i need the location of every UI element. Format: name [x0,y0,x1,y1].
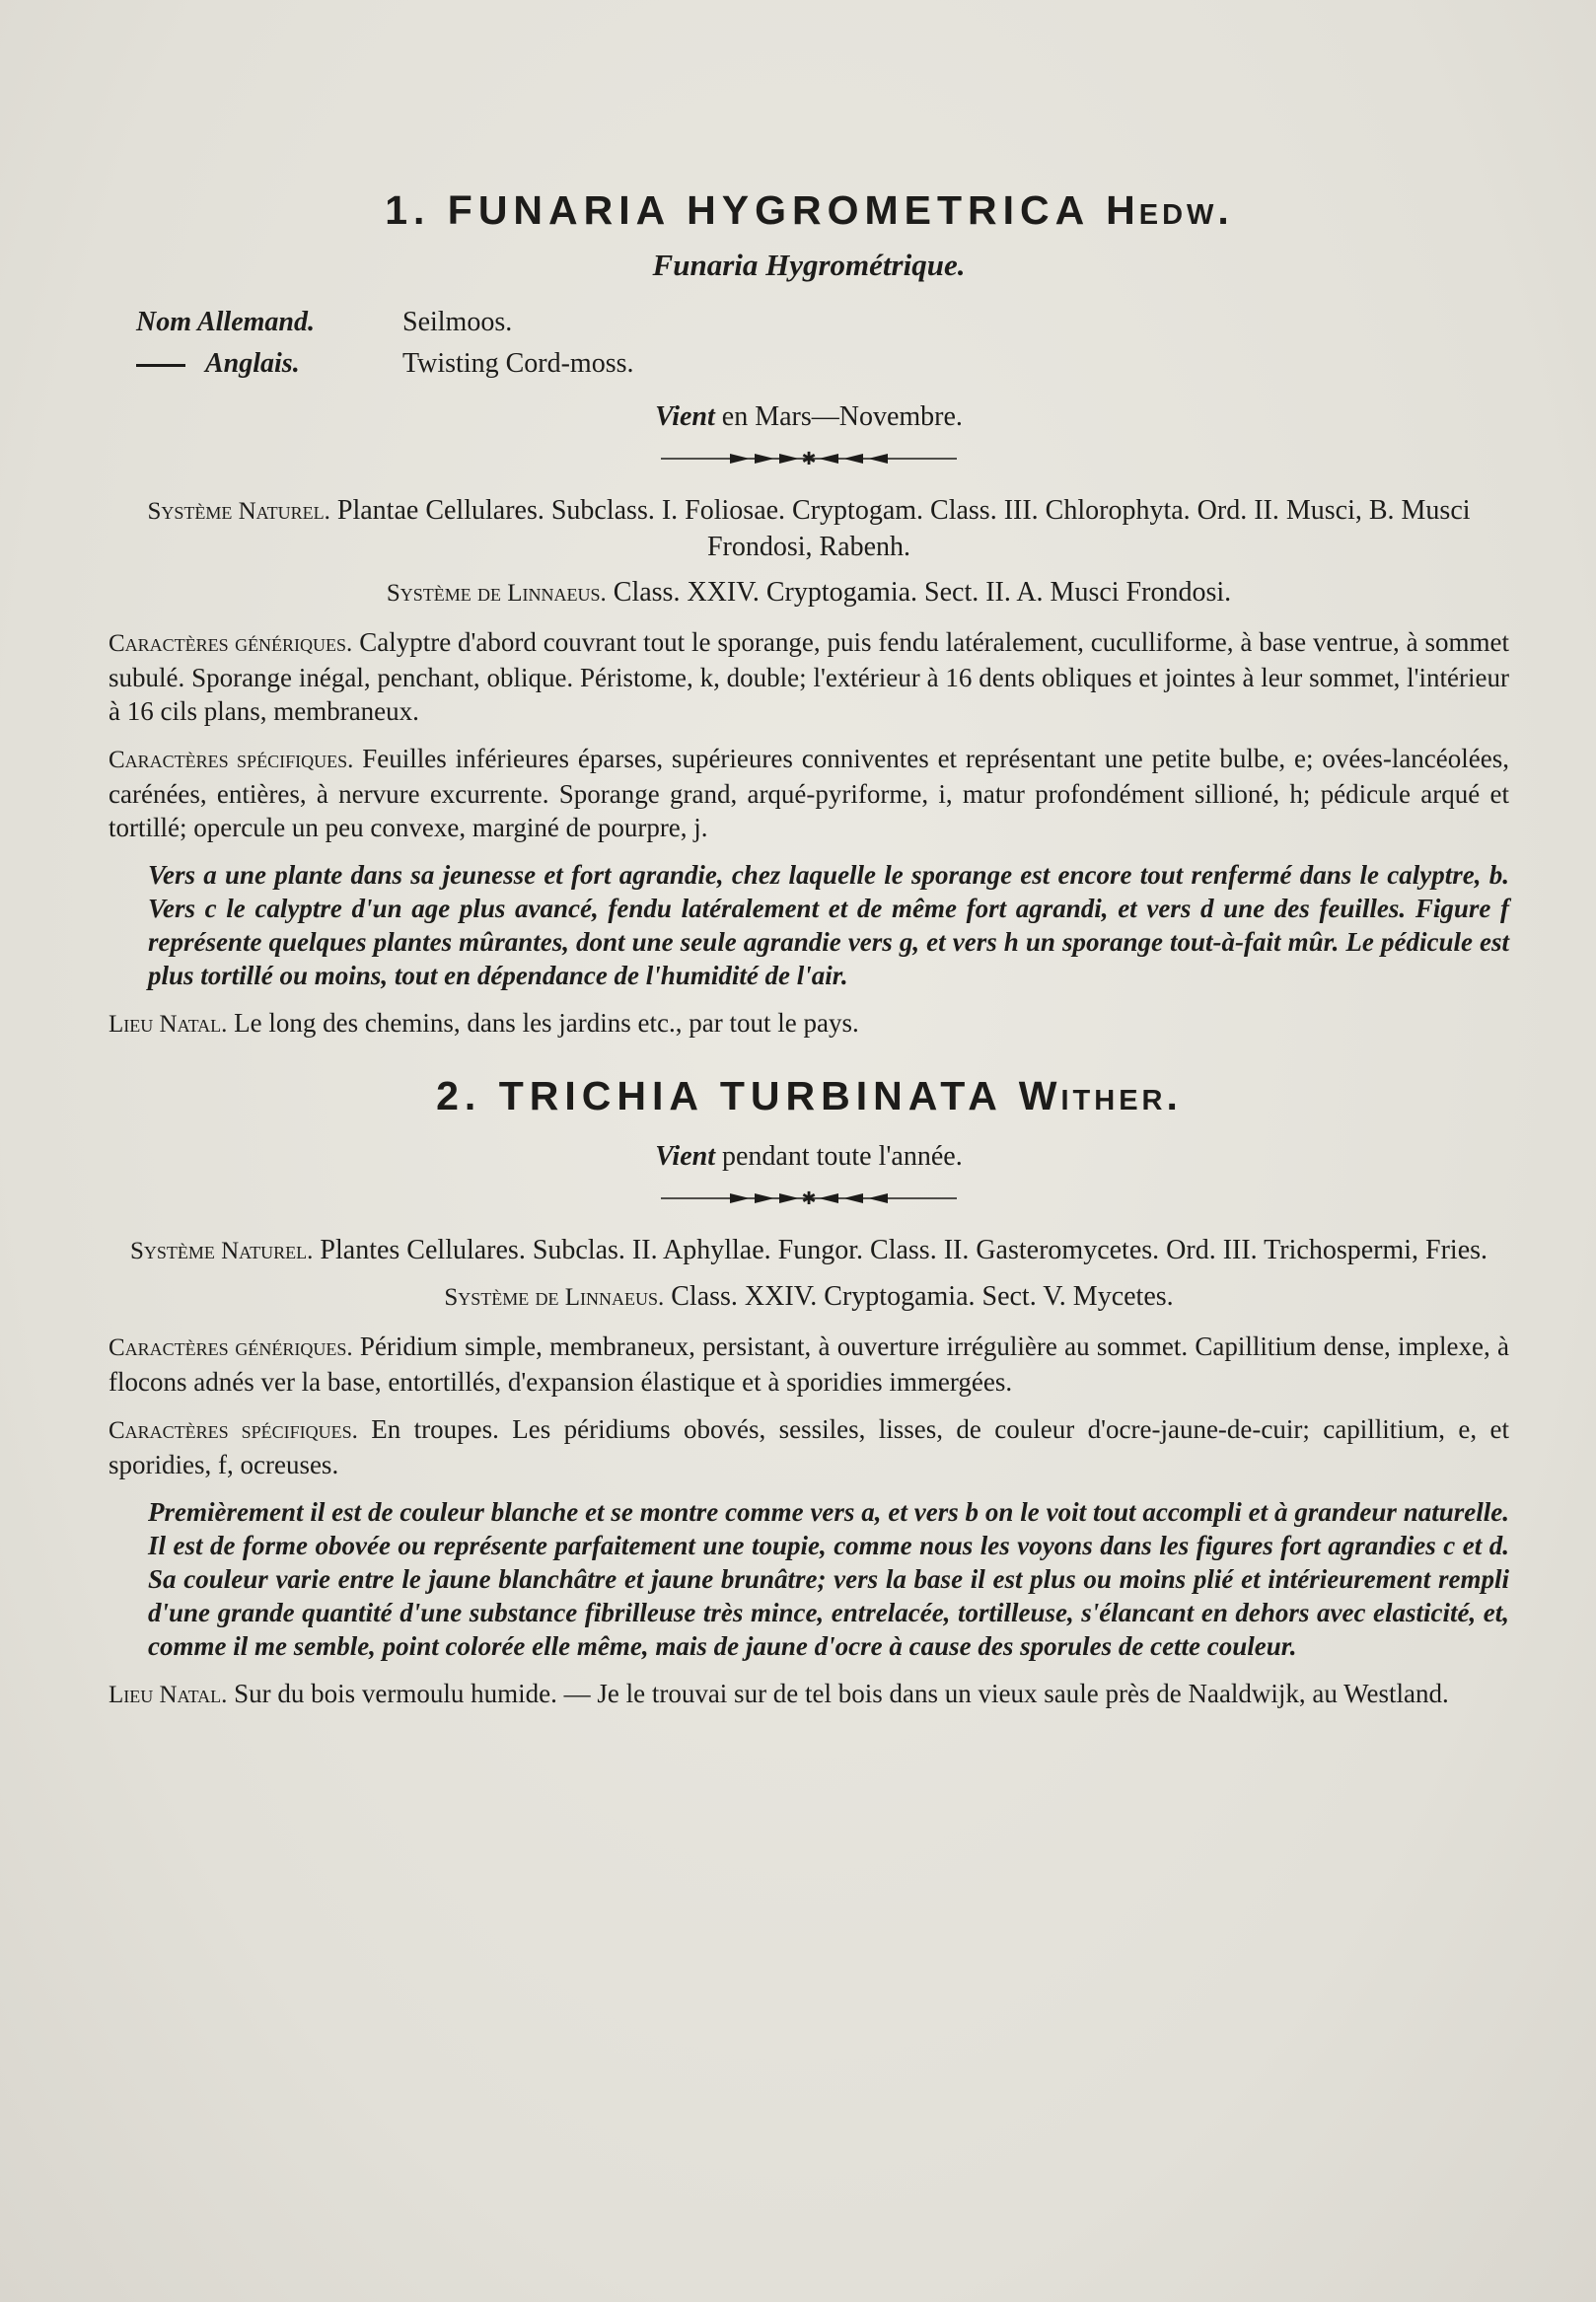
text: Calyptre d'abord couvrant tout le sporange, puis fendu latéralement, cuculliforme, à base ventrue, à sommet subulé. Sporange inégal, penchant, oblique. Péristome, k, double; l'extérieur à 16 dents obliques et jointes à leur sommet, l'intérieur à 16 cils plans, membraneux. [109,627,1510,726]
vient-word: Vient [655,1141,715,1172]
english-name-row [136,348,1509,380]
species2-linnaeus [109,1279,1509,1316]
vient-text: pendant toute l'année. [721,1141,963,1172]
english-label: Anglais. [205,348,300,379]
content [109,187,1509,1726]
svg-text:✱: ✱ [801,451,817,467]
vient-text: en Mars—Novembre. [721,401,963,432]
species1-linnaeus [109,575,1509,611]
species2-systeme-naturel [109,1233,1509,1269]
species2-author: Wither. [1018,1073,1182,1118]
label: Système de Linnaeus. [386,580,607,607]
label: Caractères génériques. [109,1334,353,1361]
species2-season [109,1141,1509,1173]
text: Péridium simple, membraneux, persistant, à ouverture irrégulière au sommet. Capillitium dense, implexe, à flocons adnés ver la base, entortillés, d'expansion élastique et à sporidies immergées. [109,1331,1509,1397]
species1-systeme-naturel [109,493,1509,565]
species1-season [109,401,1509,433]
species1-figure-description: Vers a une plante dans sa jeunesse et fort agrandie, chez laquelle le sporange est encore tout renfermé dans le calyptre, b. Vers c le calyptre d'un age plus avancé, fendu latéralement et de même fort agrandi, et vers d une des feuilles. Figure f représente quelques plantes mûrantes, dont une seule agrandie vers g, et vers h un sporange tout-à-fait mûr. Le pédicule est plus tortillé ou moins, tout en dépendance de l'humidité de l'air. [148,860,1509,990]
label: Lieu Natal. [109,1682,228,1708]
species1-specific-characters [109,742,1509,844]
species1-title-text: 1. FUNARIA HYGROMETRICA [385,187,1089,233]
svg-text:✱: ✱ [801,1190,817,1206]
species2-generic-characters [109,1330,1509,1399]
text: Plantae Cellulares. Subclass. I. Foliosae. Cryptogam. Class. III. Chlorophyta. Ord. II. Musci, B. Musci Frondosi, Rabenh. [336,495,1471,562]
text: Le long des chemins, dans les jardins etc., par tout le pays. [234,1008,859,1038]
label: Lieu Natal. [109,1011,228,1038]
text: En troupes. Les péridiums obovés, sessiles, lisses, de couleur d'ocre-jaune-de-cuir; capillitium, e, et sporidies, f, ocreuses. [109,1414,1509,1479]
ornament-divider [109,451,1509,471]
german-name: Seilmoos. [402,307,513,337]
species1-common-name: Funaria Hygrométrique. [652,248,966,282]
ornament-icon [661,451,957,467]
german-label: Nom Allemand. [136,307,315,337]
species2-title [109,1073,1509,1119]
english-label-wrap [136,348,402,380]
label: Système Naturel. [147,498,330,525]
ditto-dash [136,364,185,367]
species1-title [109,187,1509,234]
text: Plantes Cellulares. Subclas. II. Aphyllae. Fungor. Class. II. Gasteromycetes. Ord. III. Trichospermi, Fries. [320,1235,1488,1265]
species2-figure-description: Premièrement il est de couleur blanche et se montre comme vers a, et vers b on le voit tout accompli et à grandeur naturelle. Il est de forme obovée ou représente parfaitement une toupie, comme nous les voyons dans les figures fort agrandies c et d. Sa couleur varie entre le jaune blanchâtre et jaune brunâtre; vers la base il est plus ou moins plié et intérieurement rempli d'une grande quantité d'une substance fibrilleuse très mince, entrelacée, tortilleuse, s'élancant en dehors avec elasticité, et, comme il me semble, point colorée elle même, mais de jaune d'ocre à cause des sporules de cette couleur. [148,1497,1509,1661]
label: Caractères génériques. [109,630,353,657]
label: Caractères spécifiques. [109,747,354,773]
text: Feuilles inférieures éparses, supérieures conniventes et représentant une petite bulbe, e; ovées-lancéolées, carénées, entières, à nervure excurrente. Sporange grand, arqué-pyriforme, i, matur profondément sillioné, h; pédicule arqué et tortillé; opercule un peu convexe, marginé de pourpre, j. [109,744,1509,842]
label: Système Naturel. [129,1238,314,1264]
label: Système de Linnaeus. [444,1284,665,1311]
species1-author: Hedw. [1106,187,1233,233]
label: Caractères spécifiques. [109,1417,358,1444]
english-name: Twisting Cord-moss. [402,348,634,379]
vient-word: Vient [655,401,715,432]
species2-title-text: 2. TRICHIA TURBINATA [436,1073,1002,1118]
text: Class. XXIV. Cryptogamia. Sect. II. A. Musci Frondosi. [613,577,1232,608]
german-name-row [136,307,1509,338]
species1-generic-characters [109,625,1509,728]
species2-habitat [109,1677,1509,1712]
ornament-icon [661,1190,957,1206]
species2-specific-characters [109,1412,1509,1481]
ornament-divider [109,1190,1509,1211]
text: Sur du bois vermoulu humide. — Je le trouvai sur de tel bois dans un vieux saule près de Naaldwijk, au Westland. [234,1679,1449,1708]
text: Class. XXIV. Cryptogamia. Sect. V. Mycetes. [671,1281,1174,1312]
species1-vernacular-names [136,307,1509,380]
species1-habitat [109,1006,1509,1042]
